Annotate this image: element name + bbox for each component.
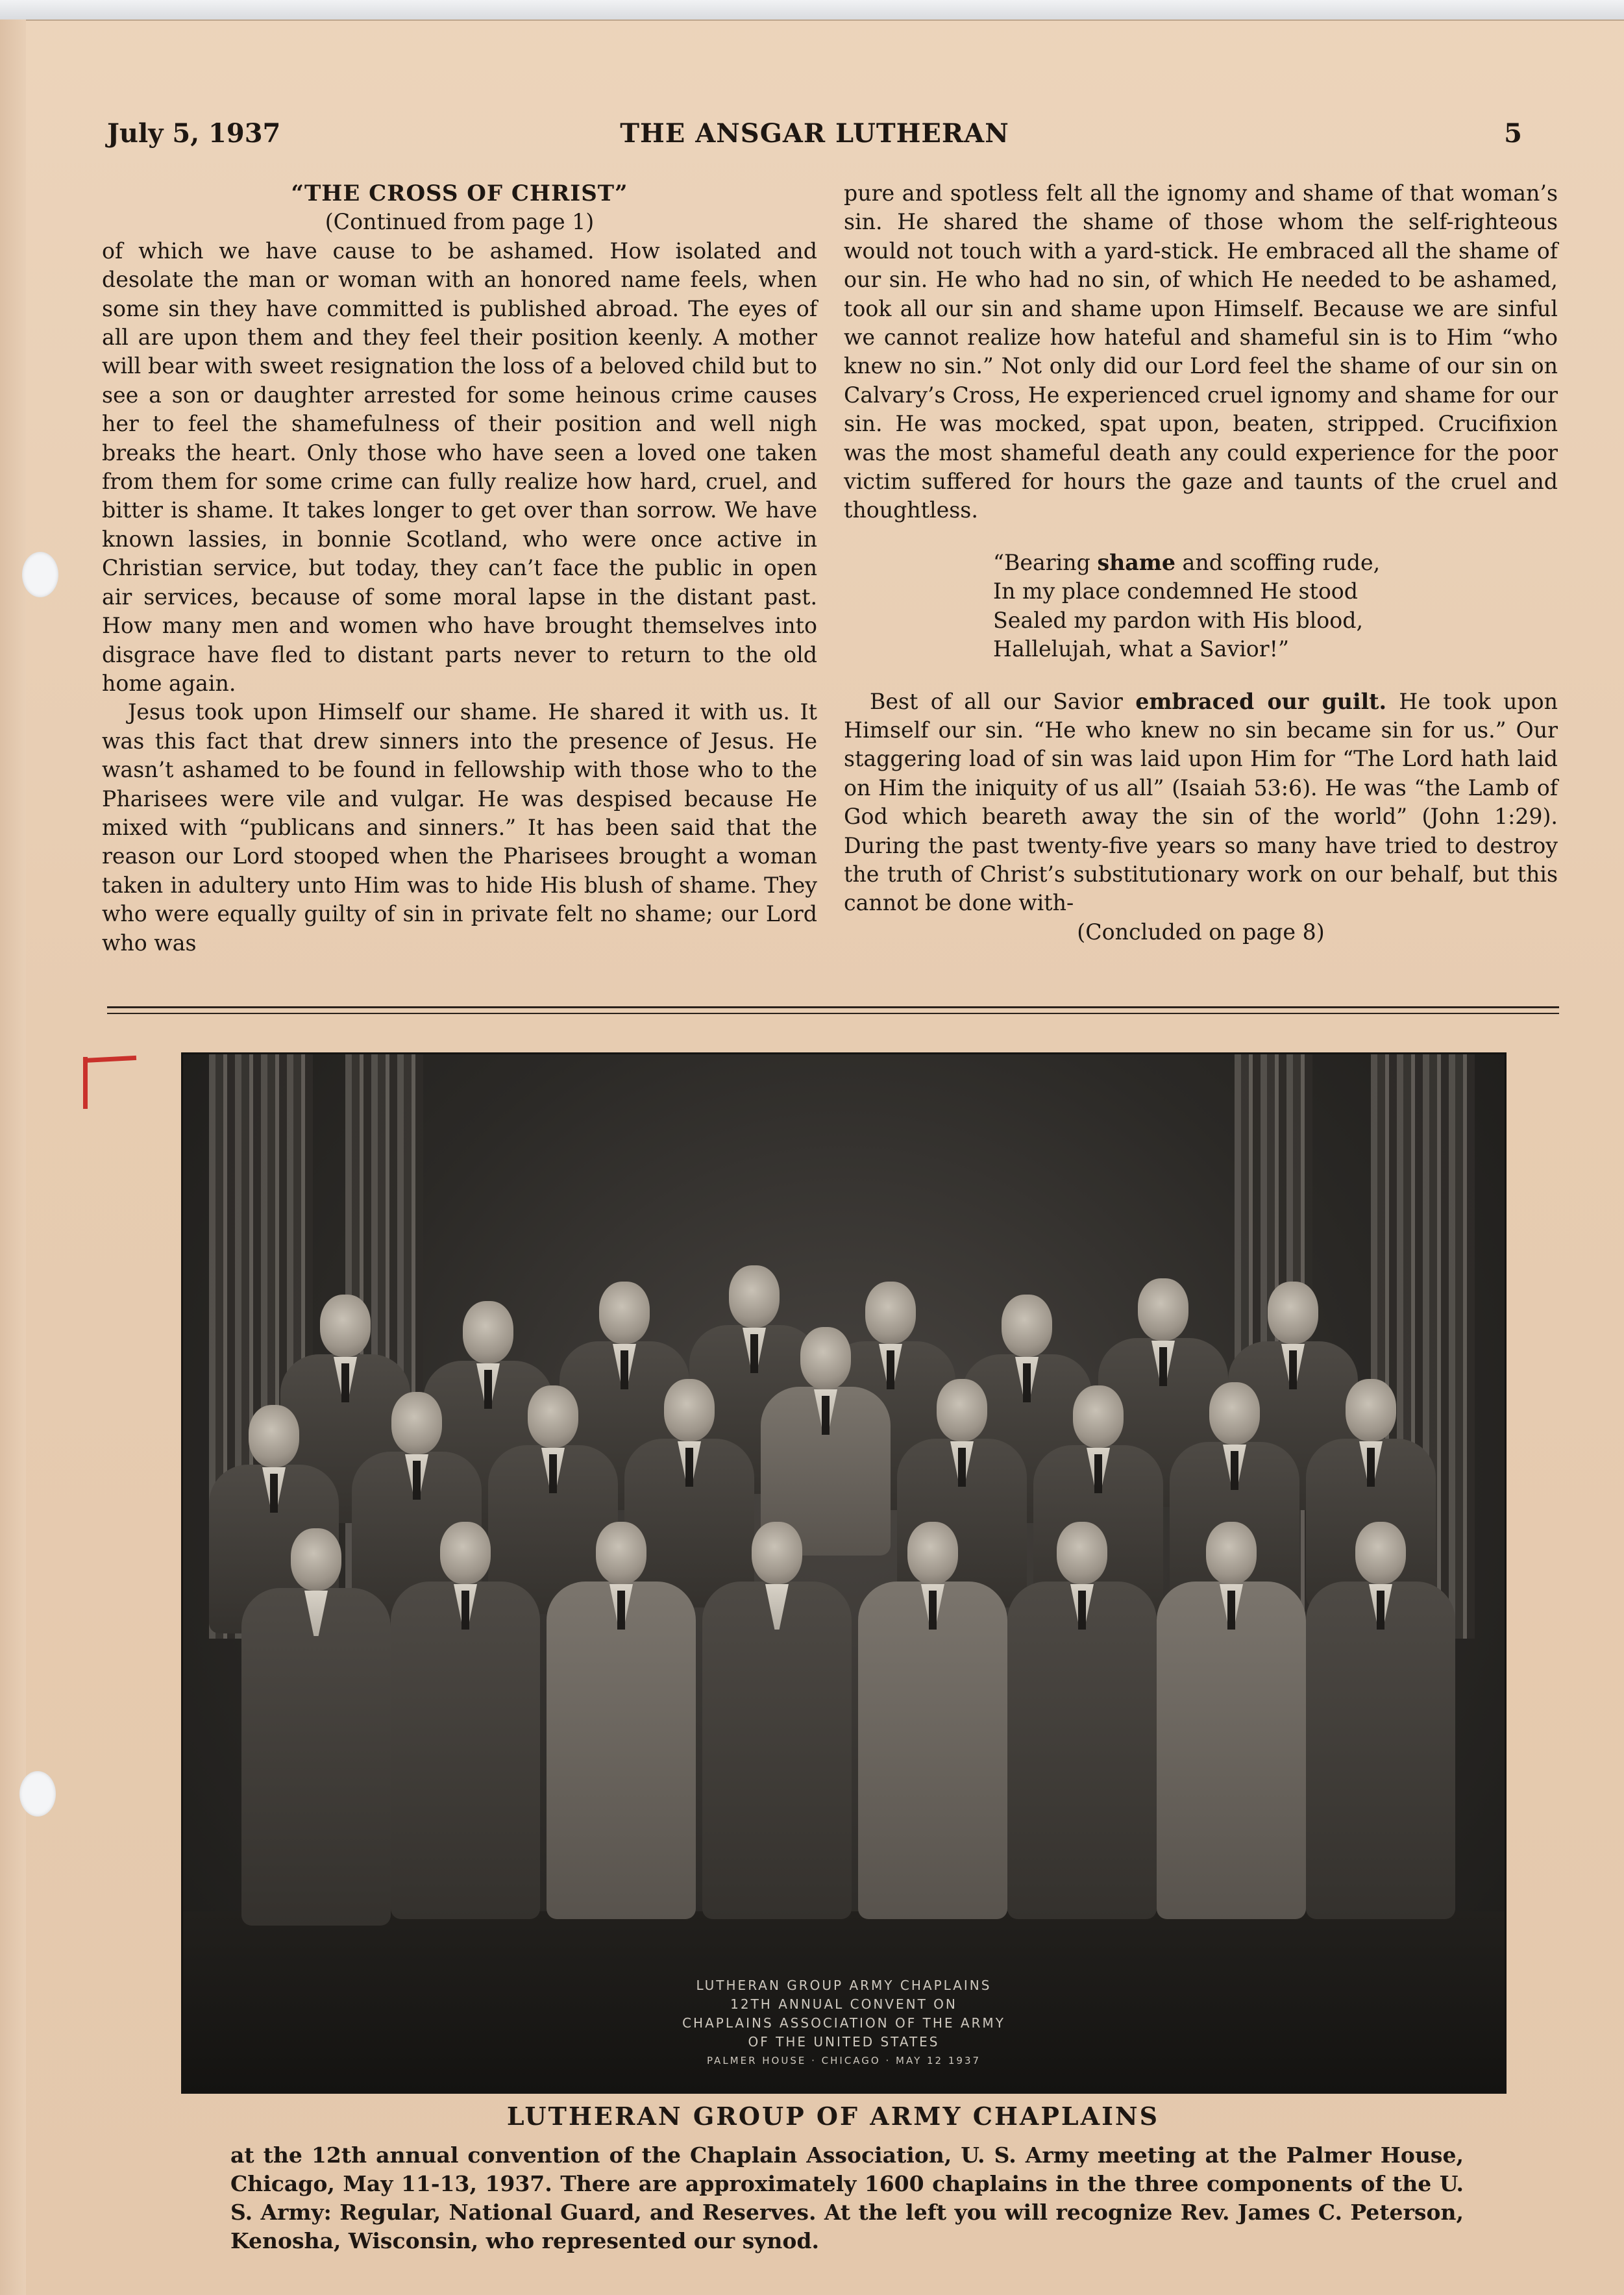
publication-title: THE ANSGAR LUTHERAN xyxy=(620,118,1009,149)
hymn-line: Hallelujah, what a Savior!” xyxy=(993,636,1289,662)
hymn-line: “Bearing shame and scoffing rude, xyxy=(993,549,1381,575)
paragraph: Best of all our Savior embraced our guilt. He took upon Himself our sin. “He who knew no sin became sin for us.” Our staggering load of sin was laid upon Him for “The Lord hath laid on Him the iniquity of us all” (Isaiah 53:6). He was “the Lamb of God which beareth away the sin of the world” (John 1:29). During the past twenty-five years so many have tried to destroy the truth of Christ’s substitutionary work on our behalf, but this cannot be done with- xyxy=(844,688,1558,916)
binder-hole-bottom xyxy=(19,1771,56,1817)
article-column-left xyxy=(102,179,817,958)
hymn-line: Sealed my pardon with His blood, xyxy=(993,607,1364,633)
group-photograph xyxy=(181,1052,1507,2094)
section-divider xyxy=(107,1006,1559,1008)
article-title: “THE CROSS OF CHRIST” xyxy=(291,180,628,206)
binder-hole-top xyxy=(22,552,58,597)
photo-caption-body: at the 12th annual convention of the Chaplain Association, U. S. Army meeting at the Palmer House, Chicago, May 11-13, 1937. There are approximately 1600 chaplains in the three components of the U. S. Army: Regular, National Guard, and Reserves. At the left you will recognize Rev. James C. Peterson, Kenosha, Wisconsin, who represented our synod. xyxy=(230,2142,1464,2253)
concluded-note: (Concluded on page 8) xyxy=(1077,919,1325,945)
hymn-quote xyxy=(993,549,1558,664)
red-pencil-mark xyxy=(83,1057,135,1109)
continued-note: (Continued from page 1) xyxy=(325,209,595,235)
paragraph: of which we have cause to be ashamed. How isolated and desolate the man or woman with an honored name feels, when some sin they have committed is published abroad. The eyes of all are upon them and they feel their position keenly. A mother will bear with sweet resignation the loss of a beloved child but to see a son or daughter arrested for some heinous crime causes her to feel the shamefulness of their position and well nigh breaks the heart. Only those who have seen a loved one taken from them for some crime can fully realize how hard, cruel, and bitter is shame. It takes longer to get over than sorrow. We have known lassies, in bonnie Scotland, who were once active in Christian service, but today, they can’t face the public in open air services, because of some moral lapse in the distant past. How many men and women who have brought themselves into disgrace have fled to distant parts never to return to the old home again. xyxy=(102,238,817,696)
paragraph: Jesus took upon Himself our shame. He shared it with us. It was this fact that drew sinners into the presence of Jesus. He wasn’t ashamed to be found in fellowship with those who to the Pharisees were vile and vulgar. He was despised because He mixed with “publicans and sinners.” It has been said that the reason our Lord stooped when the Pharisees brought a woman taken in adultery unto Him was to hide His blush of shame. They who were equally guilty of sin in private felt no shame; our Lord who was xyxy=(102,699,817,956)
torn-left-edge xyxy=(0,19,26,2295)
page-header xyxy=(107,118,1522,157)
photo-caption-title: LUTHERAN GROUP OF ARMY CHAPLAINS xyxy=(506,2102,1160,2131)
section-divider-secondary xyxy=(107,1013,1559,1014)
issue-date: July 5, 1937 xyxy=(107,118,281,149)
article-column-right xyxy=(844,179,1558,947)
hymn-line: In my place condemned He stood xyxy=(993,578,1359,604)
paragraph: pure and spotless felt all the ignomy and shame of that woman’s sin. He shared the shame of those whom the self-righteous would not touch with a yard-stick. He embraced all the shame of our sin. He who had no sin, of which He needed to be ashamed, took all our sin and shame upon Himself. Because we are sinful we cannot realize how hateful and shameful sin is to Him “who knew no sin.” Not only did our Lord feel the shame of our sin on Calvary’s Cross, He experienced cruel ignomy and shame for our sin. He was mocked, spat upon, beaten, stripped. Crucifixion was the most shameful death any could experience for the poor victim suffered for hours the gaze and taunts of the cruel and thoughtless. xyxy=(844,180,1558,523)
photo-inscription: LUTHERAN GROUP ARMY CHAPLAINS 12TH ANNUAL CONVENT ON CHAPLAINS ASSOCIATION OF THE ARMY OF THE UNITED STATES PALMER HOUSE · CHICAGO · MAY 12 1937 xyxy=(682,1978,1005,2066)
scan-top-edge xyxy=(0,0,1624,21)
page-number: 5 xyxy=(1504,118,1522,149)
